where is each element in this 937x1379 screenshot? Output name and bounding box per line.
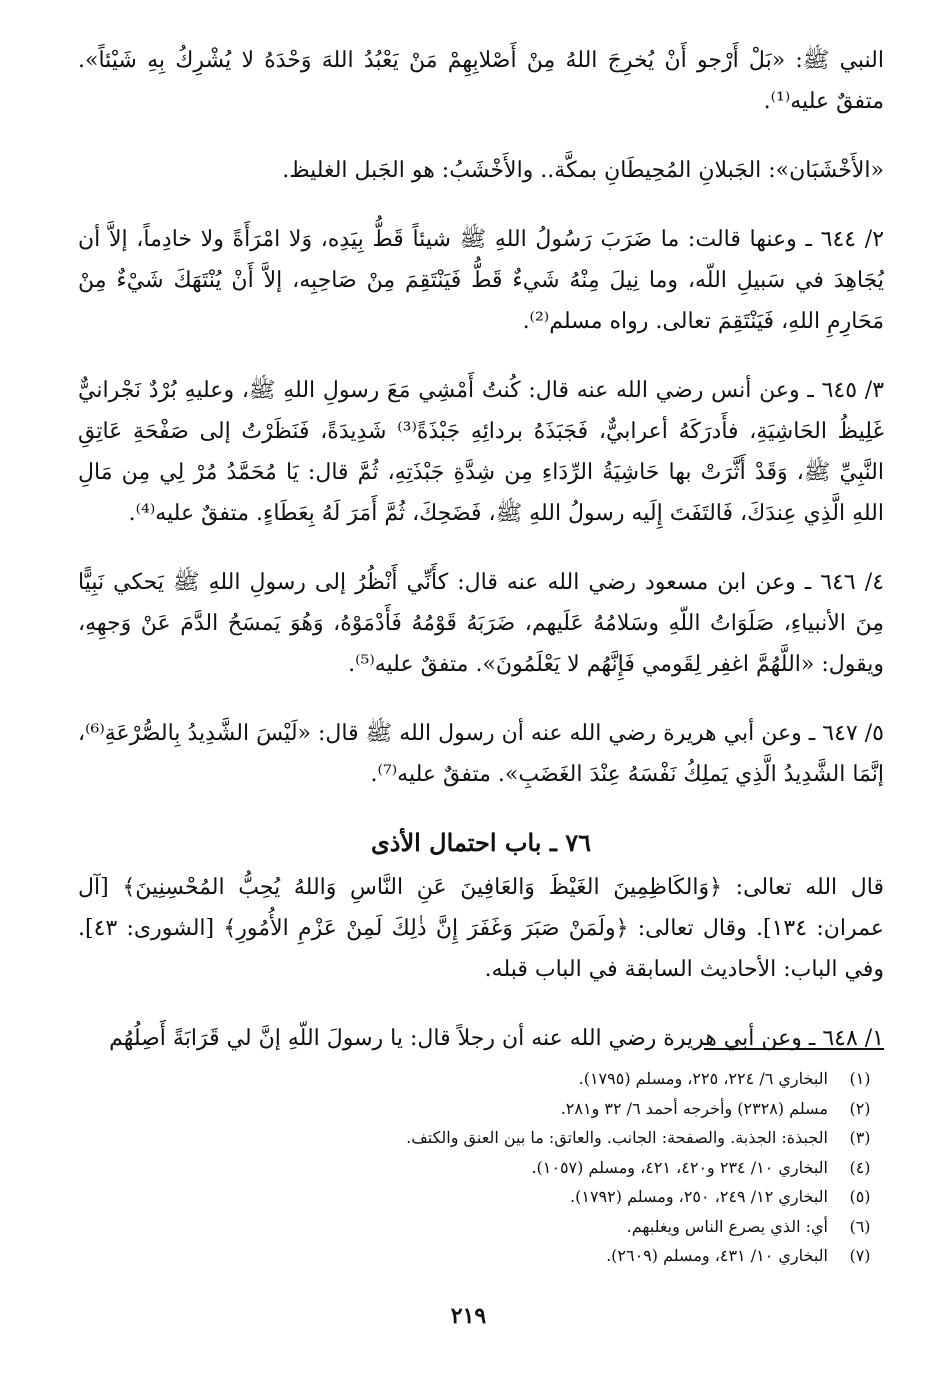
chapter-heading: ٧٦ ـ باب احتمال الأذى	[370, 828, 592, 857]
footnote-text: البخاري ١٠/ ٤٣١، ومسلم (٢٦٠٩).	[606, 1246, 828, 1265]
footnote-number: (٥)	[849, 1187, 871, 1206]
footnotes	[78, 1064, 884, 1271]
footnote	[78, 1064, 884, 1094]
page-number: ٢١٩	[450, 1303, 487, 1329]
footnote-number: (٣)	[849, 1128, 871, 1147]
footnote	[78, 1241, 884, 1271]
hadith-647: ٥/ ٦٤٧ ـ وعن أبي هريرة رضي الله عنه أن رسول الله ﷺ قال: «لَيْسَ الشَّدِيدُ بِالصُّرْعَةِ⁽⁶⁾، إنَّمَا الشَّدِيدُ الَّذِي يَملِكُ نَفْسَهُ عِنْدَ الغَضَبِ». متفقٌ عليه⁽⁷⁾.	[78, 721, 884, 787]
footnote	[78, 1182, 884, 1212]
paragraph: النبي ﷺ: «بَلْ أَرْجو أَنْ يُخرِجَ اللهُ مِنْ أَصْلابِهِمْ مَنْ يَعْبُدُ اللهَ وَحْدَهُ لا يُشْرِكُ بِهِ شَيْئاً». متفقٌ عليه⁽¹⁾.	[78, 48, 884, 114]
hadith-646: ٤/ ٦٤٦ ـ وعن ابن مسعود رضي الله عنه قال: كأَنِّي أَنْظُرُ إلى رسولِ اللهِ ﷺ يَحكي نَبِيًّا مِنَ الأنبياءِ، صَلَوَاتُ اللّهِ وسَلامُهُ عَلَيهم، ضَرَبَهُ قَوْمُهُ فَأَدْمَوْهُ، وَهُوَ يَمسَحُ الدَّمَ عَنْ وَجهِهِ، ويقول: «اللَّهُمَّ اغفِر لِقَومي فَإِنَّهُم لا يَعْلَمُونَ». متفقٌ عليه⁽⁵⁾.	[78, 570, 885, 677]
footnote-text: البخاري ٦/ ٢٢٤، ٢٢٥، ومسلم (١٧٩٥).	[578, 1069, 828, 1088]
footnote	[78, 1094, 884, 1124]
paragraph: «الأَخْشَبَان»: الجَبلانِ المُحِيطَانِ بمكَّة.. والأَخْشَبُ: هو الجَبل الغليظ.	[282, 158, 884, 183]
paragraph: قال الله تعالى: ﴿وَالكَاظِمِينَ الغَيْظَ وَالعَافِينَ عَنِ النَّاسِ وَاللهُ يُحِبُّ المُحْسِنِينَ﴾ [آل عمران: ١٣٤]. وقال تعالى: ﴿ولَمَنْ صَبَرَ وَغَفَرَ إِنَّ ذٰلِكَ لَمِنْ عَزْمِ الأُمُورِ﴾ [الشورى: ٤٣]. وفي الباب: الأحاديث السابقة في الباب قبله.	[78, 875, 884, 982]
footnote-text: البخاري ١٠/ ٢٣٤ و٤٢٠، ٤٢١، ومسلم (١٠٥٧).	[531, 1157, 828, 1177]
footnote-number: (٦)	[849, 1216, 871, 1236]
main-text	[78, 40, 884, 1059]
footnote-text: الجبذة: الجذبة. والصفحة: الجانب. والعاتق: ما بين العنق والكتف.	[406, 1128, 828, 1147]
hadith-645: ٣/ ٦٤٥ ـ وعن أنس رضي الله عنه قال: كُنتُ أَمْشِي مَعَ رسولِ اللهِ ﷺ، وعليهِ بُرْدٌ نَجْرانيٌّ غَلِيظُ الحَاشِيَةِ، فأَدرَكَهُ أعرابيٌّ، فَجَبَذَهُ بردائِهِ جَبْذَةً⁽³⁾ شَدِيدَةً، فَنَظَرْتُ إلى صَفْحَةِ عَاتِقِ النَّبِيِّ ﷺ، وَقَدْ أَثَّرَتْ بها حَاشِيَةُ الرِّدَاءِ مِن شِدَّةِ جَبْذَتِهِ، ثُمَّ قال: يَا مُحَمَّدُ مُرْ لِي مِن مَالِ اللهِ الَّذِي عِندَكَ، فَالتَفَتَ إِلَيه رسولُ اللهِ ﷺ، فَضَحِكَ، ثُمَّ أَمَرَ لَهُ بِعَطَاءٍ. متفقٌ عليه⁽⁴⁾.	[78, 378, 885, 526]
footnote	[78, 1123, 884, 1153]
footnote-text: البخاري ١٢/ ٢٤٩، ٢٥٠، ومسلم (١٧٩٢).	[570, 1187, 828, 1206]
footnote	[78, 1153, 884, 1183]
hadith-648: ١/ ٦٤٨ ـ وعن أبي هريرة رضي الله عنه أن رجلاً قال: يا رسولَ اللّهِ إنَّ لي قَرَابَةً أَصِلُهُم	[109, 1026, 884, 1051]
footnote-number: (٢)	[849, 1098, 871, 1118]
footnote-divider	[704, 1048, 884, 1050]
footnote-text: مسلم (٢٣٢٨) وأخرجه أحمد ٦/ ٣٢ و٢٨١.	[560, 1098, 828, 1118]
footnote-number: (٧)	[849, 1246, 871, 1265]
footnote-number: (١)	[849, 1069, 871, 1088]
footnote	[78, 1212, 884, 1242]
footnote-text: أي: الذي يصرع الناس ويغلبهم.	[626, 1216, 828, 1236]
footnote-number: (٤)	[849, 1157, 871, 1177]
hadith-644: ٢/ ٦٤٤ ـ وعنها قالت: ما ضَرَبَ رَسُولُ اللهِ ﷺ شيئاً قَطُّ بِيَدِه، وَلا امْرَأَةً ولا خادِماً، إلاَّ أن يُجَاهِدَ في سَبيلِ اللّه، وما نِيلَ مِنْهُ شَيءٌ قَطُّ فَيَنْتَقِمَ مِنْ صَاحِبِه، إلاَّ أَنْ يُنْتَهَكَ شَيْءٌ مِنْ مَحَارِمِ اللهِ، فَيَنْتَقِمَ تعالى. رواه مسلم⁽²⁾.	[78, 227, 885, 334]
